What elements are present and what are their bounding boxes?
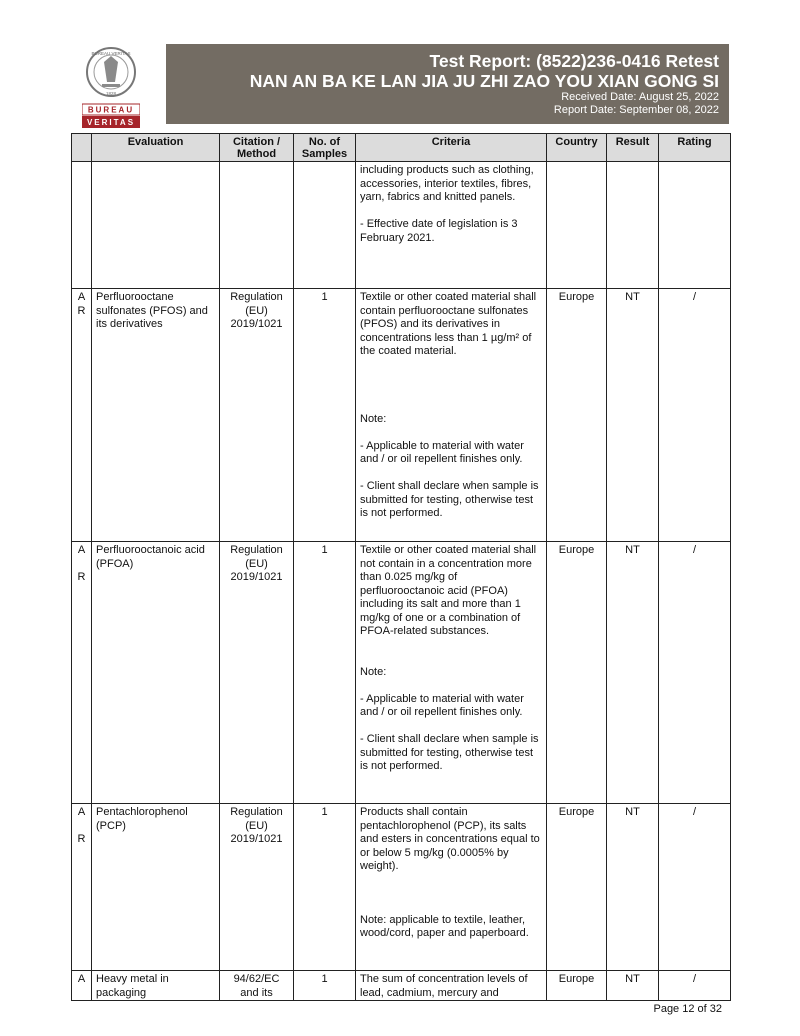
code-a: A <box>77 544 86 556</box>
evaluation-cell: Perfluorooctane sulfonates (PFOS) and its derivatives <box>92 289 220 542</box>
code-a: A <box>77 973 86 985</box>
citation-cell: Regulation (EU) 2019/1021 <box>220 804 294 971</box>
logo-year: 1828 <box>105 91 117 96</box>
rating-cell: / <box>659 804 731 971</box>
citation-cell: 94/62/EC and its <box>220 971 294 1001</box>
criteria-main: Textile or other coated material shall contain perfluorooctane sulfonates (PFOS) and its derivatives in concentrations less than 1 µg/m² of the coated material. <box>360 291 537 357</box>
code-cell <box>72 971 92 1001</box>
header-result: Result <box>607 134 659 162</box>
company-name: NAN AN BA KE LAN JIA JU ZHI ZAO YOU XIAN GONG SI <box>249 71 719 91</box>
evaluation-cell: Heavy metal in packaging <box>92 971 220 1001</box>
header-criteria: Criteria <box>356 134 547 162</box>
criteria-note: Note: <box>360 412 387 425</box>
samples-cell: 1 <box>294 971 356 1001</box>
logo-line2: VERITAS <box>86 118 136 127</box>
criteria-cell <box>356 542 547 804</box>
criteria-bullet: - Applicable to material with water and / or oil repellent finishes only. <box>360 692 524 718</box>
criteria-text: - Effective date of legislation is 3 February 2021. <box>360 218 518 244</box>
criteria-bullet: - Client shall declare when sample is submitted for testing, otherwise test is not performed. <box>360 480 539 519</box>
criteria-note: Note: applicable to textile, leather, wood/cord, paper and paperboard. <box>360 913 529 939</box>
criteria-text: including products such as clothing, accessories, interior textiles, fibres, yarn, fabrics and knitted panels. <box>360 164 534 203</box>
code-a: A <box>77 291 86 303</box>
criteria-bullet: - Client shall declare when sample is submitted for testing, otherwise test is not performed. <box>360 733 539 772</box>
criteria-note: Note: <box>360 665 387 678</box>
criteria-cell <box>356 804 547 971</box>
result-cell: NT <box>607 289 659 542</box>
header-citation: Citation / Method <box>220 134 294 162</box>
criteria-cell: The sum of concentration levels of lead, cadmium, mercury and <box>356 971 547 1001</box>
criteria-main: Textile or other coated material shall not contain in a concentration more than 0.025 mg/kg of perfluorooctanoic acid (PFOA) including its salt and more than 1 mg/kg of one or a combination of PFOA-related substances. <box>360 544 537 637</box>
report-header-banner <box>166 44 729 124</box>
samples-cell: 1 <box>294 542 356 804</box>
citation-cell: Regulation (EU) 2019/1021 <box>220 289 294 542</box>
code-cell <box>72 542 92 804</box>
code-r: R <box>77 833 86 845</box>
table-row <box>72 971 731 1001</box>
evaluation-table <box>71 133 731 1001</box>
country-cell: Europe <box>547 542 607 804</box>
code-r: R <box>77 571 86 583</box>
citation-cell: Regulation (EU) 2019/1021 <box>220 542 294 804</box>
rating-cell: / <box>659 971 731 1001</box>
table-row <box>72 289 731 542</box>
header-evaluation: Evaluation <box>92 134 220 162</box>
table-row <box>72 804 731 971</box>
code-cell <box>72 804 92 971</box>
country-cell: Europe <box>547 289 607 542</box>
bureau-veritas-logo <box>82 46 140 130</box>
code-a: A <box>77 806 86 818</box>
logo-line1: BUREAU <box>87 105 135 115</box>
criteria-cell <box>356 289 547 542</box>
table-row <box>72 542 731 804</box>
table-row-continuation <box>72 162 731 289</box>
received-date: Received Date: August 25, 2022 <box>561 91 719 103</box>
result-cell: NT <box>607 804 659 971</box>
header-rating: Rating <box>659 134 731 162</box>
report-title: Test Report: (8522)236-0416 Retest <box>429 51 719 71</box>
evaluation-cell: Pentachlorophenol (PCP) <box>92 804 220 971</box>
criteria-cell <box>356 162 547 289</box>
code-r: R <box>77 304 86 317</box>
samples-cell: 1 <box>294 289 356 542</box>
rating-cell: / <box>659 289 731 542</box>
page-number: Page 12 of 32 <box>653 1003 722 1015</box>
result-cell: NT <box>607 542 659 804</box>
header-country: Country <box>547 134 607 162</box>
logo-ring-text: BUREAU VERITAS <box>91 51 131 56</box>
report-date: Report Date: September 08, 2022 <box>553 104 719 116</box>
header-code <box>72 134 92 162</box>
criteria-bullet: - Applicable to material with water and / or oil repellent finishes only. <box>360 439 524 465</box>
evaluation-cell: Perfluorooctanoic acid (PFOA) <box>92 542 220 804</box>
result-cell: NT <box>607 971 659 1001</box>
country-cell: Europe <box>547 804 607 971</box>
rating-cell: / <box>659 542 731 804</box>
code-cell <box>72 289 92 542</box>
country-cell: Europe <box>547 971 607 1001</box>
criteria-main: Products shall contain pentachlorophenol (PCP), its salts and esters in concentrations equal to or below 5 mg/kg (0.0005% by weight). <box>360 806 540 872</box>
samples-cell: 1 <box>294 804 356 971</box>
header-samples: No. of Samples <box>294 134 356 162</box>
table-header-row <box>72 134 731 162</box>
